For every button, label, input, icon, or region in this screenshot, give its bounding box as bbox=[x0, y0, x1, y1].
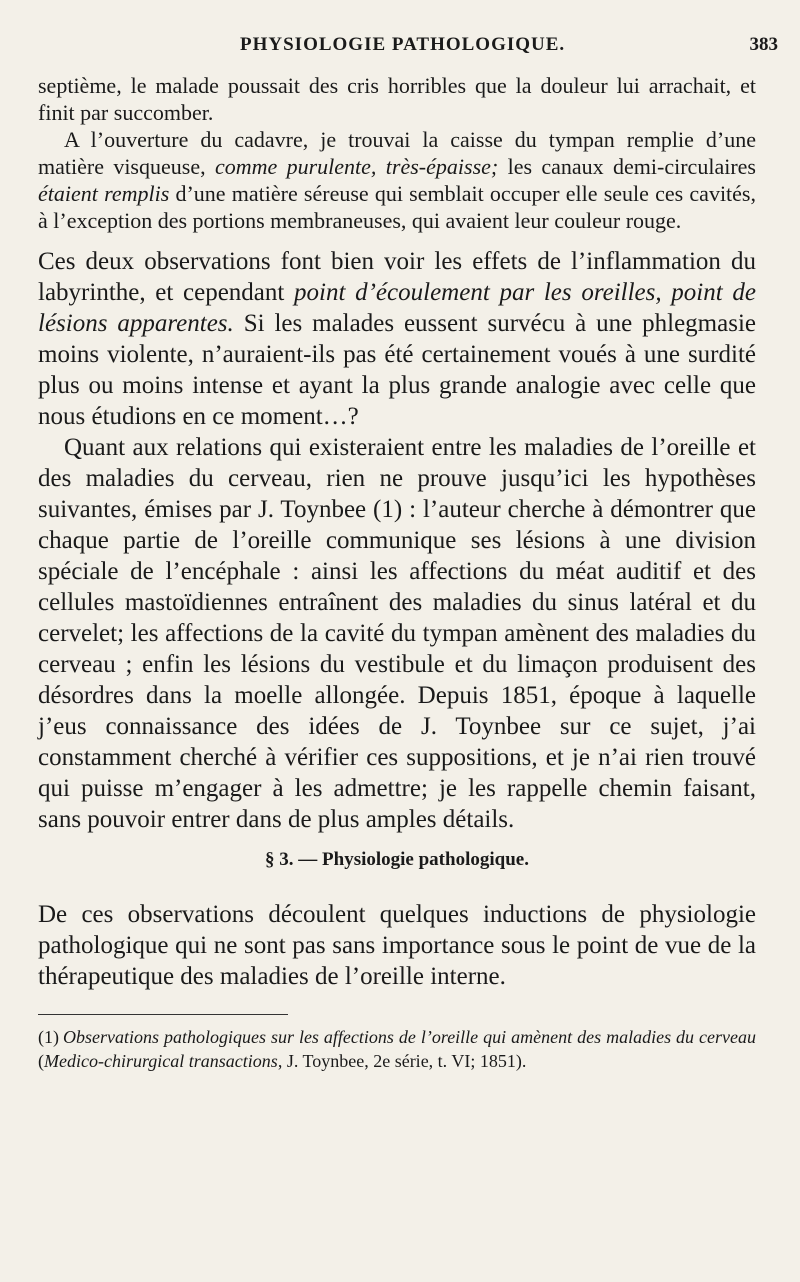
italic-run: point d’écoulement par les oreilles, point de lésions apparentes. bbox=[38, 279, 756, 337]
page-header bbox=[0, 34, 800, 64]
italic-run: comme purulente, très-épaisse; bbox=[214, 154, 499, 179]
text-run: ( bbox=[38, 1051, 44, 1071]
page-body bbox=[38, 72, 756, 1073]
paragraph-toynbee: Quant aux relations qui existeraient entre les maladies de l’oreille et des maladies du cerveau, rien ne prouve jusqu’ici les hypothèses suivantes, émises par J. Toynbee (1) : l’auteur cherche à démontrer que chaque partie de l’oreille communique ses lésions à une division spéciale de l’encéphale : ainsi les affections du méat auditif et des cellules mastoïdiennes entraînent des maladies du sinus latéral et du cervelet; les affections de la cavité du tympan amènent des maladies du cerveau ; enfin les lésions du vestibule et du limaçon produisent des désordres dans la moelle allongée. Depuis 1851, époque à laquelle j’eus connaissance des idées de J. Toynbee sur ce sujet, j’ai constamment cherché à vérifier ces suppositions, et je n’ai rien trouvé qui puisse m’engager à les admettre; je les rappelle chemin faisant, sans pouvoir entrer dans de plus amples détails. bbox=[38, 434, 756, 833]
paragraph-observations bbox=[38, 246, 756, 432]
italic-run: Observations pathologiques sur les affections de l’oreille qui amènent des maladies du cerveau bbox=[63, 1027, 756, 1047]
paragraph-inductions: De ces observations découlent quelques inductions de physiologie pathologique qui ne sont pas sans importance sous le point de vue de la thérapeutique des maladies de l’oreille interne. bbox=[38, 901, 756, 990]
page-number: 383 bbox=[749, 34, 778, 55]
text-run: les canaux demi-circulaires bbox=[498, 154, 756, 179]
footnote-marker: (1) bbox=[38, 1027, 59, 1047]
paragraph-autopsy bbox=[38, 126, 756, 234]
text-run: A l’ouverture du cadavre, je trouvai la caisse du tympan remplie d’une matière visqueuse, bbox=[38, 127, 756, 179]
text-run: d’une matière séreuse qui semblait occuper elle seule ces cavités, à l’exception des portions membraneuses, qui avaient leur couleur rouge. bbox=[38, 181, 756, 233]
text-run: Ces deux observations font bien voir les effets de l’inflammation du labyrinthe, et cependant bbox=[38, 248, 756, 306]
text-run: Si les malades eussent survécu à une phlegmasie moins violente, n’auraient-ils pas été certainement voués à une surdité plus ou moins intense et ayant la plus grande analogie avec celle que nous étudions en ce moment…? bbox=[38, 310, 756, 430]
footnote-rule bbox=[38, 1014, 288, 1015]
italic-run: étaient remplis bbox=[38, 181, 170, 206]
paragraph-continuation: septième, le malade poussait des cris horribles que la douleur lui arrachait, et finit par succomber. bbox=[38, 73, 756, 125]
italic-run: Medico-chirurgical transactions bbox=[44, 1051, 278, 1071]
section-heading: § 3. — Physiologie pathologique. bbox=[265, 849, 529, 870]
text-run: , J. Toynbee, 2e série, t. VI; 1851). bbox=[277, 1051, 527, 1071]
footnote bbox=[38, 1025, 756, 1073]
running-title: PHYSIOLOGIE PATHOLOGIQUE. bbox=[240, 34, 566, 55]
